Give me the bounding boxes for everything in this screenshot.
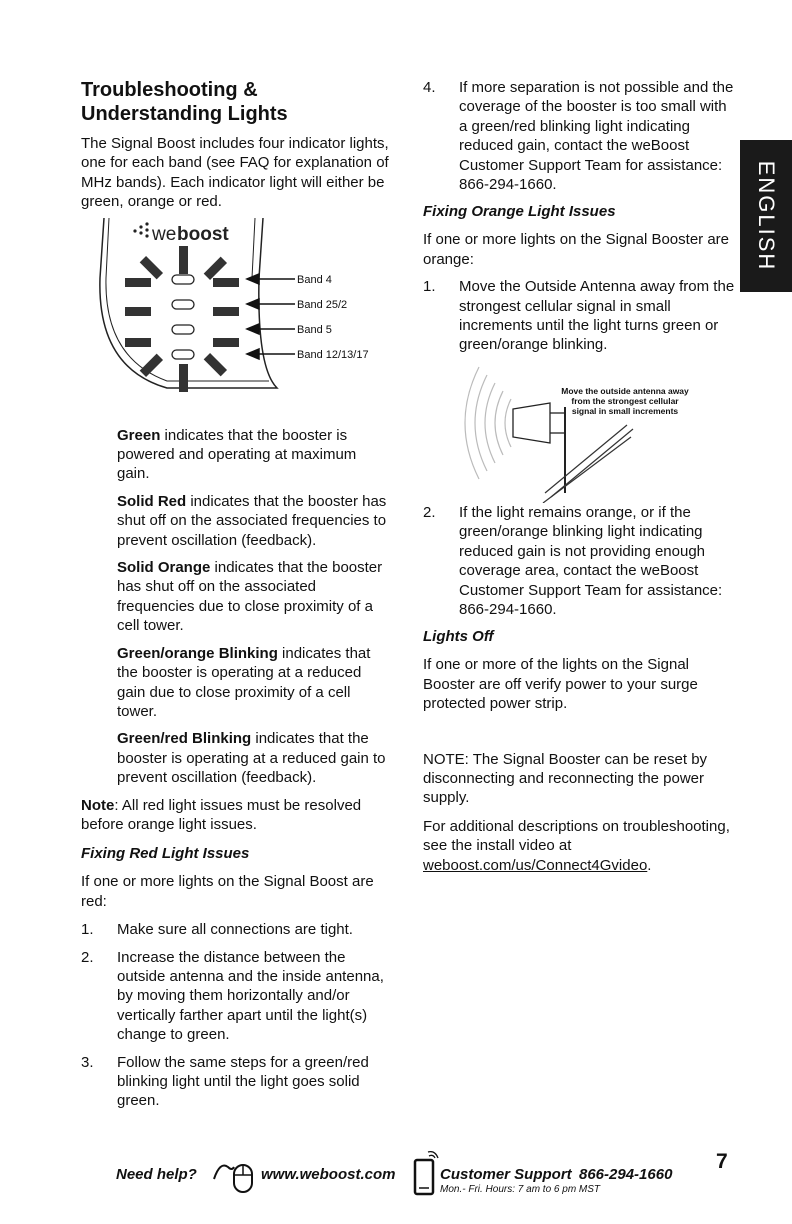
note-paragraph: Note: All red light issues must be resolved before orange light issues. [81, 796, 362, 833]
mouse-icon [212, 1153, 256, 1193]
red-steps-continued [423, 78, 735, 194]
need-help-label: Need help? [116, 1166, 197, 1183]
list-item: 1. Make sure all connections are tight. [81, 921, 353, 939]
list-item: 2. Increase the distance between the outside antenna and the inside antenna, by moving them horizontally and/or vertically farther apart until the light(s) change to green. [81, 948, 384, 1044]
red-issues-heading: Fixing Red Light Issues [81, 845, 250, 863]
right-column [423, 78, 735, 875]
phone-icon [413, 1150, 439, 1196]
indicator-solid-orange: Solid Orange indicates that the booster has shut off on the associated frequencies due to close proximity of a cell tower. [117, 559, 383, 635]
orange-steps-list [423, 277, 735, 355]
list-item: 4. If more separation is not possible and the coverage of the booster is too small with a green/red blinking light indicating reduced gain, contact the weBoost Customer Support Team for assistance: 866-294-1660. [423, 79, 734, 194]
video-link[interactable]: weboost.com/us/Connect4Gvideo [423, 856, 648, 874]
band-label-1: Band 4 [297, 273, 332, 286]
lights-off-heading: Lights Off [423, 628, 494, 646]
booster-diagram-svg [97, 218, 377, 398]
support-hours: Mon.- Fri. Hours: 7 am to 6 pm MST [440, 1184, 601, 1195]
page-number: 7 [716, 1150, 728, 1173]
footer [0, 1150, 792, 1200]
indicator-green-orange-blinking: Green/orange Blinking indicates that the booster is operating at a reduced gain due to close proximity of a cell tower. [117, 644, 371, 720]
list-item: 3. Follow the same steps for a green/red blinking light until the light goes solid green. [81, 1053, 369, 1110]
orange-steps-list-continued [423, 503, 735, 619]
left-column [81, 78, 391, 1119]
red-steps-list [81, 920, 391, 1111]
list-item: 2. If the light remains orange, or if the green/orange blinking light indicating reduced gain is not providing enough coverage area, contact the weBoost Customer Support Team for assistance: 866-294-1660. [423, 503, 723, 618]
band-label-3: Band 5 [297, 323, 332, 336]
support-label: Customer Support [440, 1166, 572, 1183]
antenna-svg [455, 363, 715, 503]
logo-dots-icon [133, 222, 148, 237]
language-tab [740, 140, 792, 292]
red-issues-intro: If one or more lights on the Signal Boost are red: [81, 873, 374, 910]
logo-prefix: we [152, 223, 177, 245]
antenna-caption: Move the outside antenna away from the strongest cellular signal in small increments [561, 385, 689, 416]
band-label-2: Band 25/2 [297, 298, 348, 311]
band-label-4: Band 12/13/17 [297, 348, 369, 361]
reset-note: NOTE: The Signal Booster can be reset by disconnecting and reconnecting the power supply. [423, 750, 708, 807]
antenna-icon [513, 403, 565, 493]
additional-info: For additional descriptions on troubleshooting, see the install video at weboost.com/us/Connect4Gvideo. [423, 817, 730, 874]
indicator-green-red-blinking: Green/red Blinking indicates that the booster is operating at a reduced gain to prevent oscillation (feedback). [117, 730, 386, 787]
lights-off-text: If one or more of the lights on the Signal Booster are off verify power to your surge protected power strip. [423, 656, 698, 713]
section-heading: Troubleshooting & Understanding Lights [81, 79, 288, 125]
indicator-green: Green indicates that the booster is powered and operating at maximum gain. [117, 426, 357, 483]
list-item: 1. Move the Outside Antenna away from the strongest cellular signal in small increments until the light turns green or green/orange blinking. [423, 278, 735, 354]
antenna-illustration [455, 363, 715, 503]
language-tab-label: ENGLISH [754, 160, 779, 272]
logo-suffix: boost [177, 223, 229, 245]
intro-paragraph: The Signal Boost includes four indicator lights, one for each band (see FAQ for explanation of MHz bands). Each indicator light will either be green, orange or red. [81, 135, 389, 211]
orange-issues-heading: Fixing Orange Light Issues [423, 203, 616, 221]
signal-waves-icon [465, 367, 511, 479]
support-phone[interactable]: 866-294-1660 [579, 1166, 673, 1183]
orange-issues-intro: If one or more lights on the Signal Booster are orange: [423, 231, 730, 268]
indicator-lights [172, 275, 194, 359]
booster-diagram [97, 218, 377, 398]
indicator-solid-red: Solid Red indicates that the booster has shut off on the associated frequencies to prevent oscillation (feedback). [117, 492, 387, 549]
website-link[interactable]: www.weboost.com [261, 1166, 396, 1183]
